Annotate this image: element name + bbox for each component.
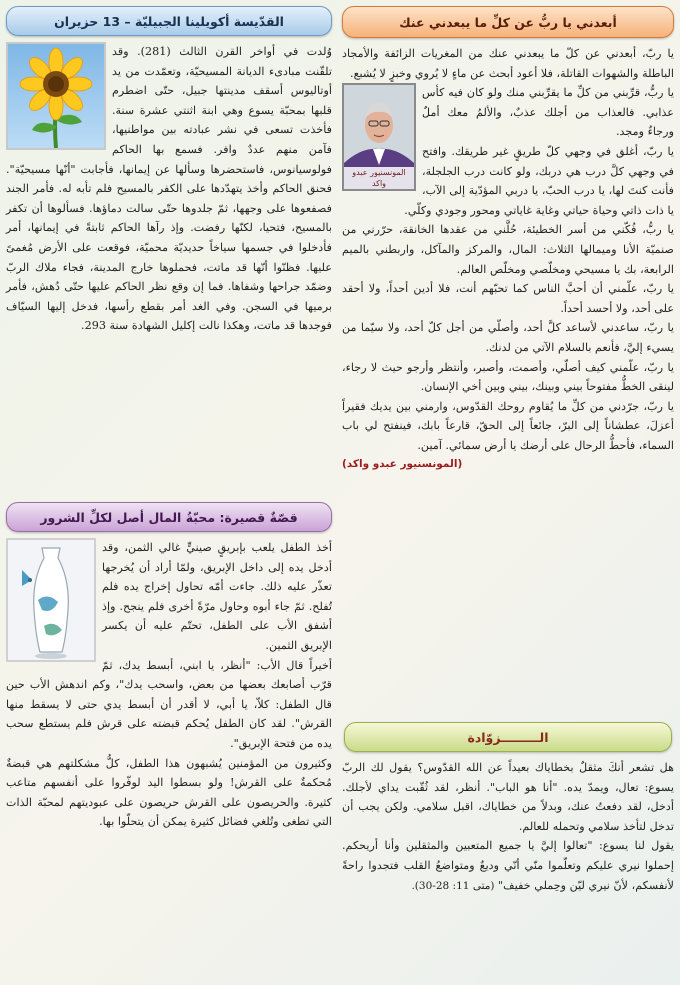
left-column xyxy=(6,4,332,981)
story-paragraph: أخيراً قال الأب: "أنظر، يا ابني، أبسط يدك، ثمّ قرّب أصابعك بعضها من بعض، واسحب يدك"، وكم اندهش الأب حين قال الطفل: كلاّ، يا أبي، لا أقدر أن أبسط يدي حتى لا يسقط منها القرش". لقد كان الطفل يُحكم قبضته على قرش فلم يستطع سحب يده من فتحة الإبريق". xyxy=(6,658,332,750)
zuwada-title: الـــــــــزوّادة xyxy=(344,722,672,752)
sunflower-image xyxy=(6,42,106,150)
right-column xyxy=(342,4,674,981)
vase-image xyxy=(6,538,96,662)
zuwada-paragraph xyxy=(342,836,674,896)
prayer-paragraph: يا ربّ، ساعدني لأساعد كلَّ أحد، وأصلّي من أجل كلّ أحد، ولا سيّما من يسيء إليَّ، فأنعم بالسلام الآتي من لدنك. xyxy=(342,321,674,354)
prayer-title: أبعدني يا ربُّ عن كلِّ ما يبعدني عنك xyxy=(342,6,674,38)
prayer-author: (المونسنيور عبدو واكد) xyxy=(342,458,463,471)
saint-title: القدّيسة أكويلينا الجبيليّة – 13 حزيران xyxy=(6,6,332,36)
zuwada-quote: يقول لنا يسوع: "تعالوا إليَّ يا جميع المتعبين والمثقلين وأنا أريحكم. إحملوا نيري عليكم وتعلّموا منّي أنّي وديعٌ ومتواضعُ القلب فتجدوا راحةً لأنفسكم، لأنّ نيري ليّن وحِملي خفيف" xyxy=(342,839,674,892)
prayer-paragraph: يا ربّ، علّمني أن أحبَّ الناس كما تحبّهم أنت، فلا أدين أحداً، ولا أحقد على أحد، ولا أحسد أحداً. xyxy=(342,282,674,315)
photo-caption: المونسنيور عبدو واكد xyxy=(344,167,414,189)
story-paragraph: وكثيرون من المؤمنين يُشبهون هذا الطفل، كلُّ مشكلتهم هي قبضةٌ مُحكمةٌ على القرش! ولو بسطوا اليد لوفّروا على أنفسهم متاعب كثيرة. والحريصون على القرش حريصون على عبوديتهم لمحبّة الذات التي تطغى وتُلغي فضائل كثيرة يمكن أن يتحلّوا بها. xyxy=(6,756,332,829)
zuwada-body xyxy=(342,758,674,981)
monsignor-photo xyxy=(342,83,416,191)
bible-reference: (متى 11: 28-30). xyxy=(411,879,495,892)
zuwada-paragraph: هل تشعر أنكَ مثقلٌ بخطاياك بعيداً عن الله القدّوس؟ يقول لك الربّ يسوع: تعال، ويمدّ يده. "أنا هو الباب". أنظر، لقد ثُقّبت يداي لأجلك. أدخل، لقد دفعتُ عنك، وبدلاً من خطاياك، اقبل سلامي. ولكن يجب أن تدخل لتأخذ سلامي وتحمله للعالم. xyxy=(342,761,674,833)
prayer-body xyxy=(342,44,674,712)
story-paragraph: أخذ الطفل يلعب بإبريقٍ صينيٍّ غالي الثمن، وقد أدخل يده إلى داخل الإبريق، ولمّا أراد أن يُخرجها تعذّر عليه ذلك. جاءت أمّه تحاول إخراج يده فلم تُفلح. ثمّ جاء أبوه وحاول مرّةً أخرى فلم ينجح. وإذ أشفق الأب على الطفل، تحتّم عليه أن يكسر الإبريق الثمين. xyxy=(102,541,332,652)
sunflower-icon xyxy=(8,44,104,148)
prayer-paragraph: يا ربّ، أغلق في وجهي كلّ طريقٍ غير طريقك. وافتح في وجهي كلَّ درب هي دربك، ولو كانت درب الجلجلة، فأنت كنتَ لها، يا درب الحبّ، يا دربي المؤدّية إلى الآب، يا ذات ذاتي وحياة حياتي وغاية غاياتي ومحور وجودي وكلّي. xyxy=(404,144,674,217)
saint-body xyxy=(6,42,332,494)
saint-paragraph: وُلدت في أواخر القرن الثالث (281). وقد تلقّنت مبادىء الديانة المسيحيّة، وتعمّدت من يد أوتاليوس أسقف مدينتها جبيل، حتّى اضطرم قلبها بمحبّة يسوع وهي ابنة اثنتي عشرة سنة. فأخذت تسعى في نشر عبادته بين مواطنيها، فآمن منهم عددٌ وافر. فسمع بها الحاكم فولوسيانوس، فاستحضرها وسألها عن إيمانها، فأجابت "أنّها مسيحيّة". فحنق الحاكم وأخذ يتهدّدها على الكفر بالمسيح فلم تأبه له. فأمر الجند فصفعوها على وجهها، ثمّ جلدوها حتّى سالت دماؤها. فسألوها أن تكفر بالمسيح، فتحيا، لكنّها رفضت. وإذ رآها الحاكم ثابتةً في إيمانها، أمر فأدخلوا في جسمها سياخاً حديديّة محميّة، فوقعت على الأرض مُغمىً عليها. فظنّوا أنّها قد ماتت، فحملوها خارج المدينة، فجاء ملاك الربّ وضمّد جراحها وشفاها. فما إن وقع نظر الحاكم عليها حتّى دُهش، فأمر برميها في السجن. وفي الغد أمر بقطع رأسها، فدخل إليها السيّاف فوجدها قد ماتت، وهكذا نالت إكليل الشهادة سنة 293. xyxy=(6,45,332,333)
prayer-paragraph xyxy=(342,397,674,471)
vase-icon xyxy=(8,540,94,660)
prayer-paragraph: يا ربّ، أبعدني عن كلّ ما يبعدني عنك من المغريات الزائفة والأمجاد الباطلة والشهوات القاتلة، فلا أعود أبحث عن ماءٍ لا يُروي وخبزٍ لا يُشبع. xyxy=(342,47,674,80)
prayer-paragraph: يا ربُّ، فُكّني من أسر الخطيئة، حُلَّني من عقدها الخانقة، حرّرني من صنميّة الأنا وميمالها الثلاث: المال، والمركز والمآكل، واربطني بالميم الرابعة، بك يا مسيحي ومخلّصي ومخلّص العالم. xyxy=(342,223,674,276)
prayer-closing: يا ربّ، جرّدني من كلِّ ما يُقاوم روحك القدّوس، وارمني بين يديك فقيراً أعزلَ، عطشاناً إلى البرّ، جائعاً إلى الحقّ، قارعاً بابك، فينفتح لي باب السماء، فأحطُّ الرحال على أرضك يا أرض سمائي. آمين. xyxy=(342,399,674,452)
prayer-paragraph: يا ربّ، علّمني كيف أصلّي، وأصمت، وأصبر، وأنتظر وأرجو حيث لا رجاء، لينقى الخطُّ مفتوحاً بيني وبينك، بيني وبين أخي الإنسان. xyxy=(342,360,674,394)
story-body xyxy=(6,538,332,981)
prayer-paragraph: يا ربُّ، قرِّبني من كلِّ ما يقرِّبني منك ولو كان فيه كأس عذابي. فالعذاب من أجلك عذبٌ، والألمُ معك أملٌ ورجاءٌ ومجد. xyxy=(422,86,674,139)
story-title: قصّةٌ قصيرة: محبّةُ المال أصل لكلِّ الشرور xyxy=(6,502,332,532)
